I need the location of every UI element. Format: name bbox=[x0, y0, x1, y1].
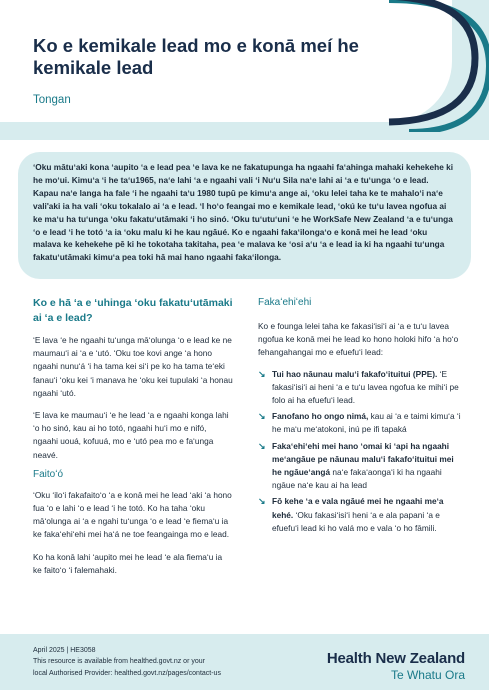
paragraph: Ko e founga lelei taha ke fakasiʻisiʻi ai ʻa e tuʻu lavea ngofua ke konā mei he lead ko hono holoki hifo ʻa hoʻo fehangahangai mo e efuefuʻi lead: bbox=[258, 321, 459, 358]
left-column bbox=[33, 296, 233, 577]
list-item: ↘ Fanofano ho ongo nimá, kau ai ʻa e taimi kimuʻa ʻi he maʻu meʻatokoni, inú pe ifi tapaká bbox=[258, 411, 461, 435]
list-item: ↘ Fakaʻehiʻehi mei hano ʻomai ki ʻapi ha ngaahi meʻangāue pe nāunau maluʻi fakafoʻituitui mei he ngāueʻangá naʻe fakaʻaongaʻi ki ha ngaahi ngāue naʻe kau ai ha lead bbox=[258, 440, 454, 491]
section-heading-why-dangerous: Ko e hā ʻa e ʻuhinga ʻoku fakatuʻutāmaki ai ʻa e lead? bbox=[33, 297, 233, 324]
paragraph: Ko ha konā lahi ʻaupito mei he lead ʻe ala fiemaʻu ia ke faitoʻo ʻi falemahaki. bbox=[33, 551, 223, 575]
arrow-icon: ↘ bbox=[258, 440, 266, 451]
footer-availability: This resource is available from healthed.govt.nz or your bbox=[33, 658, 205, 666]
publication-date-code: April 2025 | HE3058 bbox=[33, 647, 96, 654]
section-heading-prevention: Fakaʻehiʻehi bbox=[258, 297, 312, 308]
te-whatu-ora-logo: Te Whatu Ora bbox=[390, 668, 465, 682]
health-nz-logo: Health New Zealand bbox=[326, 650, 465, 667]
page-title: Ko e kemikale lead mo e konā meí he kemikale lead bbox=[33, 35, 359, 78]
paragraph: ʻE lava ʻe he ngaahi tuʻunga māʻolunga ʻo e lead ke ne maumauʻi ai ʻa e ʻutó. ʻOku toe kovi ange ʻa hono ngaahi nunuʻá ʻi ha tama kei siʻi pe ko ha tama teʻeki fanauʻi ʻoku kei ʻi manava he ʻoku kei tupulaki ʻa honau ngaahi ʻutó. bbox=[33, 335, 233, 398]
footer-provider-link[interactable]: local Authorised Provider: healthed.govt.nz/pages/contact-us bbox=[33, 669, 221, 677]
right-column bbox=[258, 296, 463, 538]
arrow-icon: ↘ bbox=[258, 411, 266, 422]
list-item: ↘ Tui hao nāunau maluʻi fakafoʻituitui (PPE). ʻE fakasiʻisiʻi ai heni ʻa e tuʻu lavea ngofua ke mihiʻi pe folo ai ha efuefuʻi lead. bbox=[258, 368, 459, 406]
footer-info bbox=[33, 645, 221, 679]
intro-box bbox=[18, 152, 471, 279]
section-heading-treatment: Faitoʻó bbox=[33, 468, 64, 480]
language-label: Tongan bbox=[33, 94, 71, 106]
paragraph: ʻE lava ke maumauʻi ʻe he lead ʻa e ngaahi konga lahi ʻo ho sinó, kau ai ho totó, ngaahi huʻi mo e nifó, ngaahi uouá, kofuuá, mo e ʻutó pea mo e faʻunga neavé. bbox=[33, 410, 229, 460]
arrow-icon: ↘ bbox=[258, 496, 266, 507]
list-item: ↘ Fō kehe ʻa e vala ngāué mei he ngaahi meʻa kehé. ʻOku fakasiʻisiʻi heni ʻa e ala papani ʻa e efuefuʻi lead ki ho valá mo e vala ʻo ho fāmili. bbox=[258, 496, 444, 533]
prevention-list bbox=[258, 368, 463, 535]
paragraph: ʻOku ʻiloʻi fakafaitoʻo ʻa e konā mei he lead ʻaki ʻa hono fua ʻo e lahi ʻo e lead ʻi he totó. Ko ha taha ʻoku māʻolunga ai ʻa e ngahi tuʻunga ʻo e lead ʻe fiemaʻu ia ke fakaʻehiʻehi mei haʻá ne toe feangainga mo e lead. bbox=[33, 489, 232, 540]
arrow-icon: ↘ bbox=[258, 368, 266, 379]
intro-text: ʻOku mātuʻaki kona ʻaupito ʻa e lead pea ʻe lava ke ne fakatupunga ha ngaahi faʻahinga mahaki kehekehe ki he moʻui. Kimuʻa ʻi he taʻu1965, naʻe lahi ʻa e ngaahi vali ʻi Nuʻu Sila naʻe lahi ai ʻa e tuʻunga ʻo e lead. Kapau naʻe langa ha fale ʻi he ngaahi taʻu 1980 tupū pe kimuʻa ange ai, ʻoku lelei taha ke te mahaloʻi naʻe vali'aki ia ha vali ʻoku tokalalo ai ʻa e lead. ʻI hoʻo feangai mo e kemikale lead, ʻokú ke tuʻu lavea ngofua ai ke maʻu ha tuʻunga ʻoku fakatuʻutāmaki ʻi ho sinó. ʻOku tuʻutuʻuni ʻe he WorkSafe New Zealand ʻa e tuʻunga ʻo e lead ʻi he totó ʻa ia ʻoku malu ki he kau ngāué. Ko e ngaahi fakaʻilongaʻo e konā mei he lead ʻoku malava ke kehekehe pē ki he tokotaha takitaha, pea ʻe malava ke ʻosi aʻu ʻa e lead ia ki ha ngaahi tuʻunga fakatuʻutāmaki kimuʻa pea toki hā mai hano ngaahi fakaʻilonga. bbox=[33, 162, 454, 263]
